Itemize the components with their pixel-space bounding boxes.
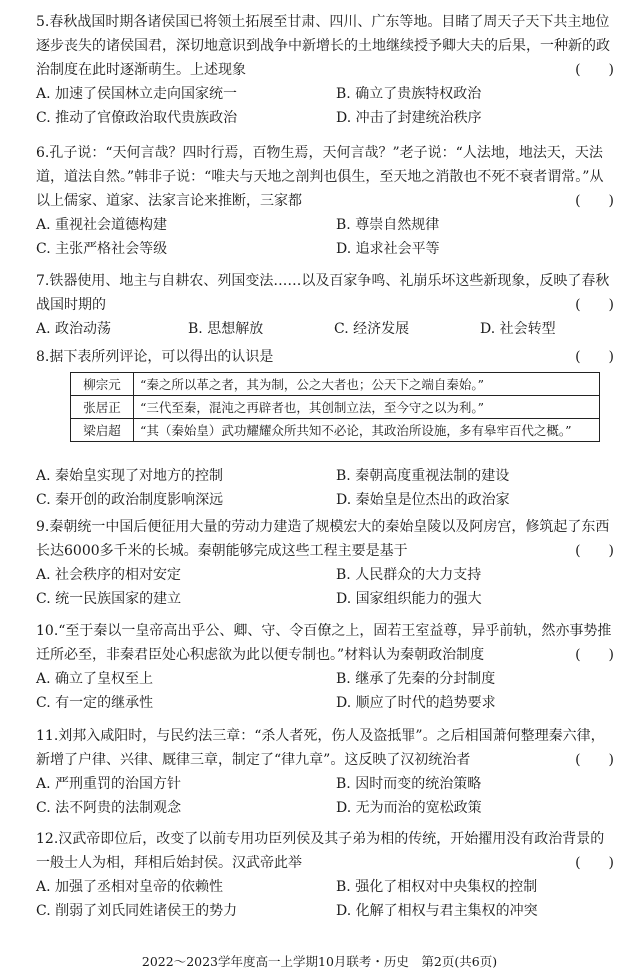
option-b: B. 因时而变的统治策略 bbox=[336, 776, 482, 792]
option-a: A. 加速了侯国林立走向国家统一 bbox=[36, 86, 238, 102]
table-cell-quote: “秦之所以革之者，其为制，公之大者也；公天下之端自秦始。” bbox=[134, 373, 600, 396]
answer-paren: ( ) bbox=[575, 752, 614, 768]
answer-paren: ( ) bbox=[575, 543, 614, 559]
question-6 bbox=[36, 141, 614, 261]
table-cell-name: 梁启超 bbox=[71, 419, 134, 442]
answer-paren: ( ) bbox=[575, 349, 614, 365]
question-8 bbox=[36, 345, 614, 369]
option-d: D. 顺应了时代的趋势要求 bbox=[336, 695, 496, 711]
question-8-options bbox=[36, 464, 614, 512]
option-row bbox=[36, 667, 614, 691]
option-row bbox=[36, 464, 614, 488]
option-row bbox=[36, 106, 614, 130]
option-a: A. 严刑重罚的治国方针 bbox=[36, 776, 182, 792]
option-d: D. 社会转型 bbox=[480, 321, 556, 337]
question-stem: 11.刘邦入咸阳时，与民约法三章：“杀人者死，伤人及盗抵罪”。之后相国萧何整理秦六律，新增了户律、兴律、厩律三章，制定了“律九章”。这反映了汉初统治者 bbox=[36, 728, 605, 768]
option-row bbox=[36, 82, 614, 106]
question-stem: 12.汉武帝即位后，改变了以前专用功臣列侯及其子弟为相的传统，开始擢用没有政治背景的一般士人为相，拜相后始封侯。汉武帝此举 bbox=[36, 831, 605, 871]
question-9 bbox=[36, 515, 614, 611]
table-row bbox=[71, 419, 600, 442]
option-c: C. 秦开创的政治制度影响深远 bbox=[36, 492, 224, 508]
answer-paren: ( ) bbox=[575, 193, 614, 209]
option-a: A. 秦始皇实现了对地方的控制 bbox=[36, 468, 224, 484]
option-b: B. 确立了贵族特权政治 bbox=[336, 86, 482, 102]
option-row bbox=[36, 587, 614, 611]
option-a: A. 社会秩序的相对安定 bbox=[36, 567, 182, 583]
option-b: B. 尊崇自然规律 bbox=[336, 217, 440, 233]
question-stem: 9.秦朝统一中国后便征用大量的劳动力建造了规模宏大的秦始皇陵以及阿房宫，修筑起了东西长达6000多千米的长城。秦朝能够完成这些工程主要是基于 bbox=[36, 519, 610, 559]
option-row bbox=[36, 875, 614, 899]
answer-paren: ( ) bbox=[575, 297, 614, 313]
table-row bbox=[71, 396, 600, 419]
option-row bbox=[36, 796, 614, 820]
question-stem: 6.孔子说：“天何言哉？四时行焉，百物生焉，天何言哉？”老子说：“人法地，地法天，天法道，道法自然。”韩非子说：“唯夫与天地之剖判也俱生，至天地之消散也不死不衰者谓常。”从以上儒家、道家、法家言论来推断，三家都 bbox=[36, 145, 604, 209]
option-b: B. 强化了相权对中央集权的控制 bbox=[336, 879, 538, 895]
option-row bbox=[36, 317, 614, 341]
question-stem: 10.“至于秦以一皇帝高出乎公、卿、守、令百僚之上，固若王室益尊，异乎前轨，然亦事势推迁所必至，非秦君臣处心积虑欲为此以便专制也。”材料认为秦朝政治制度 bbox=[36, 623, 612, 663]
option-b: B. 继承了先秦的分封制度 bbox=[336, 671, 496, 687]
option-row bbox=[36, 213, 614, 237]
answer-paren: ( ) bbox=[575, 647, 614, 663]
option-row bbox=[36, 488, 614, 512]
page-footer: 2022～2023学年度高一上学期10月联考・历史 第2页(共6页) bbox=[141, 954, 498, 969]
question-stem: 5.春秋战国时期各诸侯国已将领土拓展至甘肃、四川、广东等地。目睹了周天子天下共主地位逐步丧失的诸侯国君，深切地意识到战争中新增长的土地继续授予卿大夫的后果，一种新的政治制度在此时逐渐萌生。上述现象 bbox=[36, 14, 610, 78]
question-10 bbox=[36, 619, 614, 715]
option-d: D. 秦始皇是位杰出的政治家 bbox=[336, 492, 510, 508]
option-b: B. 秦朝高度重视法制的建设 bbox=[336, 468, 510, 484]
option-c: C. 统一民族国家的建立 bbox=[36, 591, 182, 607]
option-c: C. 经济发展 bbox=[334, 321, 410, 337]
question-stem: 7.铁器使用、地主与自耕农、列国变法……以及百家争鸣、礼崩乐坏这些新现象，反映了春秋战国时期的 bbox=[36, 273, 610, 313]
table-cell-quote: “三代至秦，混沌之再辟者也，其创制立法，至今守之以为利。” bbox=[134, 396, 600, 419]
option-d: D. 冲击了封建统治秩序 bbox=[336, 110, 482, 126]
option-d: D. 国家组织能力的强大 bbox=[336, 591, 482, 607]
option-row bbox=[36, 899, 614, 923]
option-c: C. 法不阿贵的法制观念 bbox=[36, 800, 182, 816]
answer-paren: ( ) bbox=[575, 855, 614, 871]
question-12 bbox=[36, 827, 614, 923]
question-5 bbox=[36, 10, 614, 130]
quote-table bbox=[70, 372, 600, 442]
option-b: B. 人民群众的大力支持 bbox=[336, 567, 482, 583]
option-c: C. 推动了官僚政治取代贵族政治 bbox=[36, 110, 238, 126]
option-a: A. 政治动荡 bbox=[36, 321, 112, 337]
question-11 bbox=[36, 724, 614, 820]
option-a: A. 确立了皇权至上 bbox=[36, 671, 154, 687]
option-row bbox=[36, 772, 614, 796]
option-a: A. 加强了丞相对皇帝的依赖性 bbox=[36, 879, 224, 895]
option-c: C. 有一定的继承性 bbox=[36, 695, 154, 711]
option-c: C. 主张严格社会等级 bbox=[36, 241, 168, 257]
option-d: D. 追求社会平等 bbox=[336, 241, 440, 257]
table-cell-quote: “其（秦始皇）武功耀耀众所共知不必论，其政治所设施，多有皋牢百代之概。” bbox=[134, 419, 600, 442]
table-cell-name: 张居正 bbox=[71, 396, 134, 419]
option-d: D. 无为而治的宽松政策 bbox=[336, 800, 482, 816]
option-b: B. 思想解放 bbox=[188, 321, 264, 337]
question-7 bbox=[36, 269, 614, 341]
answer-paren: ( ) bbox=[575, 62, 614, 78]
option-row bbox=[36, 563, 614, 587]
option-row bbox=[36, 237, 614, 261]
table-row bbox=[71, 373, 600, 396]
option-d: D. 化解了相权与君主集权的冲突 bbox=[336, 903, 538, 919]
question-stem: 8.据下表所列评论，可以得出的认识是 bbox=[36, 349, 274, 365]
option-a: A. 重视社会道德构建 bbox=[36, 217, 168, 233]
table-cell-name: 柳宗元 bbox=[71, 373, 134, 396]
option-c: C. 削弱了刘氏同姓诸侯王的势力 bbox=[36, 903, 238, 919]
option-row bbox=[36, 691, 614, 715]
